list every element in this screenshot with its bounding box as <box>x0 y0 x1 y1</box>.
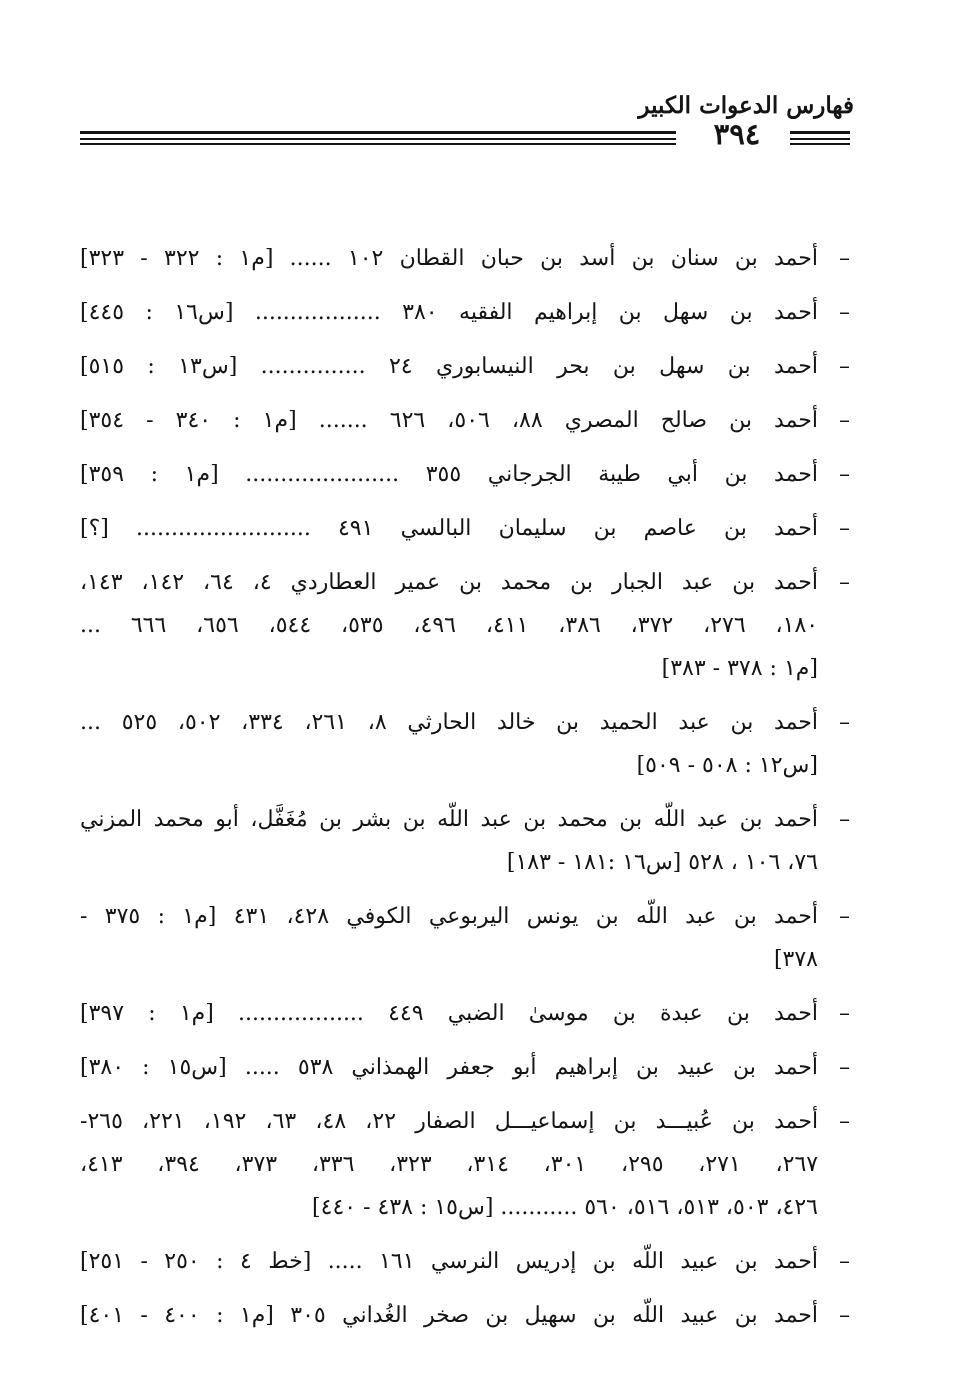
entry-dash: – <box>839 1249 850 1274</box>
entry-line: ٧٦، ١٠٦ ، ٥٢٨ [س١٦ :١٨١ - ١٨٣] <box>506 850 818 875</box>
header-rule-long-lower <box>80 143 676 145</box>
entry-line: ٤٢٦، ٥٠٣، ٥١٣، ٥١٦، ٥٦٠ ........... [س١٥ : ٤٣٨ - ٤٤٠] <box>312 1195 818 1220</box>
entry-line: أحمد بن سهل بن إبراهيم الفقيه ٣٨٠ .................. [س١٦ : ٤٤٥] <box>80 300 818 325</box>
header-rule-short-lower <box>790 143 850 145</box>
index-entry <box>80 453 850 496</box>
entry-dash: – <box>839 516 850 541</box>
entry-dash: – <box>839 1055 850 1080</box>
entry-line: أحمد بن سنان بن أسد بن حبان القطان ١٠٢ ...... [م١ : ٣٢٢ - ٣٢٣] <box>80 246 818 271</box>
entry-line: ٢٦٧، ٢٧١، ٢٩٥، ٣٠١، ٣١٤، ٣٢٣، ٣٣٦، ٣٧٣، ٣٩٤، ٤١٣، <box>80 1152 819 1177</box>
entry-line: أحمد بن عبد الحميد بن خالد الحارثي ٨، ٢٦١، ٣٣٤، ٥٠٢، ٥٢٥ ... <box>80 710 819 735</box>
entry-dash: – <box>839 300 850 325</box>
entry-line: [س١٢ : ٥٠٨ - ٥٠٩] <box>636 753 818 778</box>
entry-line: ١٨٠، ٢٧٦، ٣٧٢، ٣٨٦، ٤١١، ٤٩٦، ٥٣٥، ٥٤٤، ٦٥٦، ٦٦٦ ... <box>80 613 819 638</box>
index-entry <box>80 399 850 442</box>
index-entry <box>80 291 850 334</box>
index-entry <box>80 895 850 981</box>
index-entry <box>80 345 850 388</box>
entry-line: أحمد بن عبد اللّه بن يونس اليربوعي الكوفي ٤٢٨، ٤٣١ [م١ : ٣٧٥ - <box>80 904 819 929</box>
page-number: ٣٩٤ <box>713 117 761 151</box>
entry-dash: – <box>839 807 850 832</box>
entry-dash: – <box>839 462 850 487</box>
entry-dash: – <box>839 1001 850 1026</box>
entry-line: أحمد بن عبد الجبار بن محمد بن عمير العطاردي ٤، ٦٤، ١٤٢، ١٤٣، <box>80 570 819 595</box>
entry-dash: – <box>839 904 850 929</box>
entry-dash: – <box>839 570 850 595</box>
index-entry <box>80 237 850 280</box>
entry-dash: – <box>839 246 850 271</box>
entry-dash: – <box>839 710 850 735</box>
entry-line: أحمد بن عبدة بن موسىٰ الضبي ٤٤٩ .................. [م١ : ٣٩٧] <box>80 1001 818 1026</box>
entry-line: أحمد بن عُبيـــد بن إسماعيـــل الصفار ٢٢، ٤٨، ٦٣، ١٩٢، ٢٢١، ٢٦٥- <box>80 1109 819 1134</box>
entry-line: أحمد بن عبيد اللّه بن إدريس النرسي ١٦١ ..... [خط ٤ : ٢٥٠ - ٢٥١] <box>80 1249 818 1274</box>
entry-line: أحمد بن عبيد بن إبراهيم أبو جعفر الهمذاني ٥٣٨ ..... [س١٥ : ٣٨٠] <box>80 1055 818 1080</box>
index-entry <box>80 798 850 884</box>
index-entry-list <box>80 237 850 1348</box>
entry-line: أحمد بن عبد اللّه بن محمد بن عبد اللّه بن بشر بن مُغَفَّل، أبو محمد المزني <box>80 807 818 832</box>
index-entry <box>80 561 850 690</box>
index-entry <box>80 992 850 1035</box>
running-header-title: فهارس الدعوات الكبير <box>638 92 854 119</box>
entry-line: أحمد بن صالح المصري ٨٨، ٥٠٦، ٦٢٦ ....... [م١ : ٣٤٠ - ٣٥٤] <box>80 408 819 433</box>
index-entry <box>80 701 850 787</box>
entry-line: [م١ : ٣٧٨ - ٣٨٣] <box>661 656 818 681</box>
index-entry <box>80 1294 850 1337</box>
entry-dash: – <box>839 1109 850 1134</box>
entry-line: ٣٧٨] <box>773 947 818 972</box>
header-rule-short <box>790 131 850 140</box>
entry-line: أحمد بن أبي طيبة الجرجاني ٣٥٥ ...................... [م١ : ٣٥٩] <box>80 462 819 487</box>
entry-line: أحمد بن عبيد اللّه بن سهيل بن صخر الغُداني ٣٠٥ [م١ : ٤٠٠ - ٤٠١] <box>80 1303 818 1328</box>
index-entry <box>80 507 850 550</box>
index-entry <box>80 1240 850 1283</box>
entry-line: أحمد بن سهل بن بحر النيسابوري ٢٤ ............... [س١٣ : ٥١٥] <box>80 354 819 379</box>
header-rule-long <box>80 131 676 140</box>
entry-dash: – <box>839 408 850 433</box>
index-entry <box>80 1046 850 1089</box>
index-entry <box>80 1100 850 1229</box>
entry-dash: – <box>839 354 850 379</box>
entry-line: أحمد بن عاصم بن سليمان البالسي ٤٩١ ......................... [؟] <box>80 516 818 541</box>
entry-dash: – <box>839 1303 850 1328</box>
